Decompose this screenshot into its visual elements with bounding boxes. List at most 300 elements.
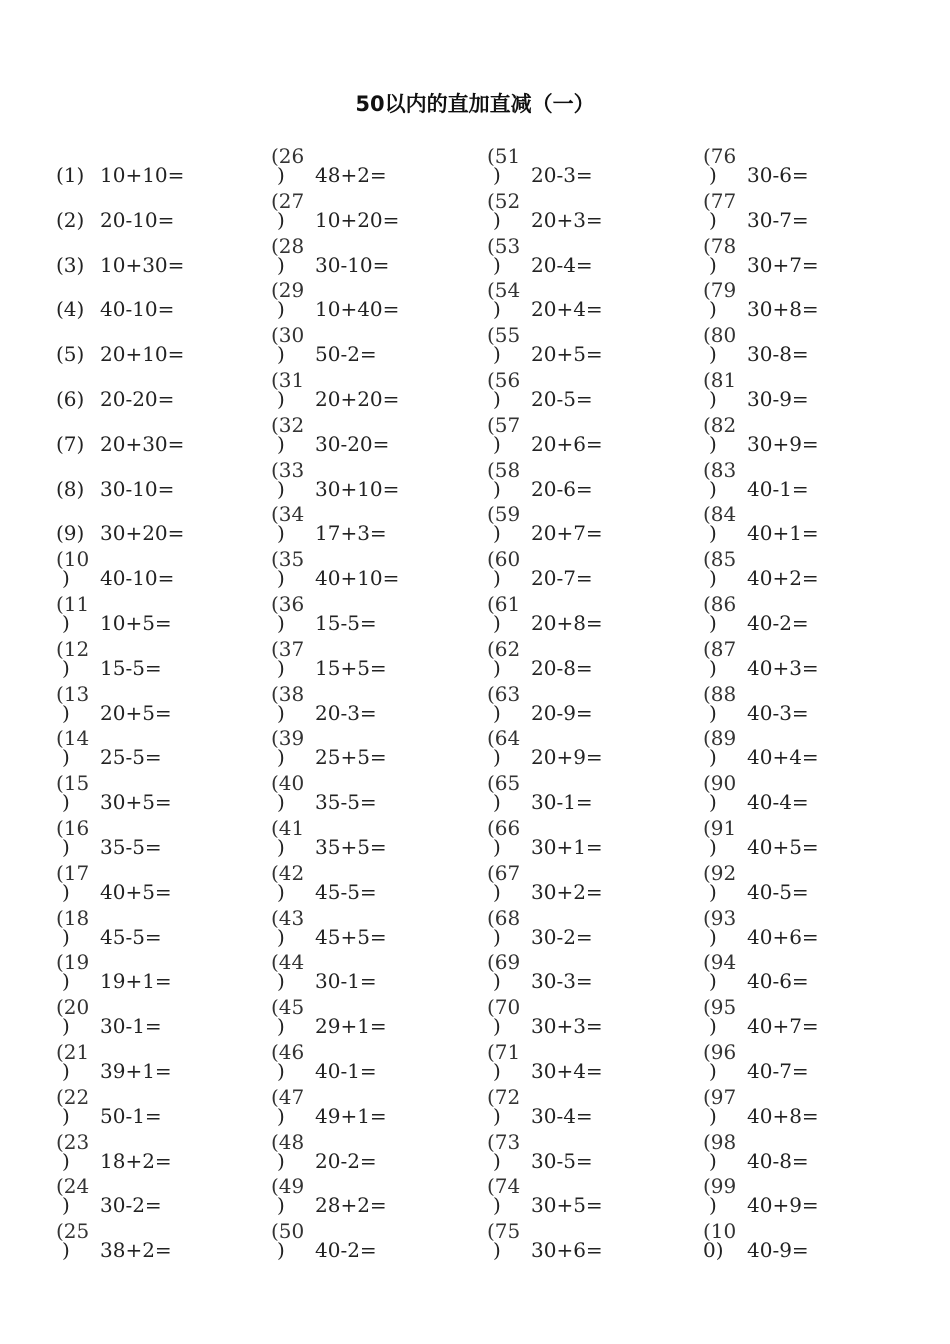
problem-number-wrapped-top: (53	[487, 234, 521, 258]
problem-number-wrapped-top: (58	[487, 458, 521, 482]
problem-item	[703, 188, 903, 232]
problem-expression: 30+7=	[747, 253, 819, 277]
problem-item	[487, 367, 687, 411]
problem-number-wrapped-top: (83	[703, 458, 737, 482]
problem-number-wrapped-bottom: )	[277, 253, 285, 277]
problem-item	[487, 725, 687, 769]
problem-number-wrapped-top: (87	[703, 637, 737, 661]
problem-number: (2)	[56, 208, 85, 232]
problem-number-wrapped-top: (42	[271, 861, 305, 885]
problem-expression: 40+4=	[747, 745, 819, 769]
problem-expression: 49+1=	[315, 1104, 387, 1128]
problem-item	[487, 681, 687, 725]
problem-number-wrapped-bottom: )	[277, 835, 285, 859]
problem-expression: 20+30=	[100, 432, 185, 456]
problem-number-wrapped-top: (13	[56, 682, 90, 706]
problem-number-wrapped-top: (10	[703, 1219, 737, 1243]
problem-item	[271, 143, 471, 187]
problem-expression: 20+8=	[531, 611, 603, 635]
problem-item	[271, 546, 471, 590]
problem-expression: 40+6=	[747, 925, 819, 949]
problem-number-wrapped-top: (17	[56, 861, 90, 885]
problem-number-wrapped-bottom: )	[709, 1193, 717, 1217]
problem-item	[703, 860, 903, 904]
problem-expression: 20-8=	[531, 656, 593, 680]
problem-expression: 40+3=	[747, 656, 819, 680]
problem-expression: 40-5=	[747, 880, 809, 904]
problem-number-wrapped-top: (68	[487, 906, 521, 930]
problem-number-wrapped-top: (98	[703, 1130, 737, 1154]
problem-expression: 35-5=	[100, 835, 162, 859]
problem-number-wrapped-bottom: )	[277, 1104, 285, 1128]
problem-item	[703, 233, 903, 277]
problem-item	[56, 546, 256, 590]
problem-item	[487, 636, 687, 680]
problem-number-wrapped-bottom: )	[62, 1238, 70, 1262]
problem-expression: 30-7=	[747, 208, 809, 232]
problem-expression: 10+10=	[100, 163, 185, 187]
problem-number-wrapped-top: (12	[56, 637, 90, 661]
problem-number-wrapped-top: (79	[703, 278, 737, 302]
problem-number-wrapped-top: (22	[56, 1085, 90, 1109]
problem-number-wrapped-bottom: )	[62, 1014, 70, 1038]
problem-expression: 48+2=	[315, 163, 387, 187]
problem-number-wrapped-top: (72	[487, 1085, 521, 1109]
problem-item	[271, 457, 471, 501]
problem-number-wrapped-top: (29	[271, 278, 305, 302]
problem-expression: 50-2=	[315, 342, 377, 366]
problem-number-wrapped-bottom: )	[709, 790, 717, 814]
problem-expression: 20+3=	[531, 208, 603, 232]
problem-item	[703, 546, 903, 590]
problem-item	[703, 322, 903, 366]
problem-expression: 45+5=	[315, 925, 387, 949]
problem-number-wrapped-bottom: )	[493, 925, 501, 949]
problem-number-wrapped-top: (61	[487, 592, 521, 616]
problem-expression: 20-2=	[315, 1149, 377, 1173]
problem-item	[703, 367, 903, 411]
problem-expression: 18+2=	[100, 1149, 172, 1173]
problem-expression: 20+9=	[531, 745, 603, 769]
problem-item	[56, 681, 256, 725]
problem-number-wrapped-bottom: )	[277, 342, 285, 366]
problem-number-wrapped-bottom: )	[709, 253, 717, 277]
problem-number-wrapped-top: (46	[271, 1040, 305, 1064]
problem-item	[271, 188, 471, 232]
problem-number-wrapped-top: (52	[487, 189, 521, 213]
problem-expression: 45-5=	[100, 925, 162, 949]
problem-item	[271, 1173, 471, 1217]
problem-number-wrapped-top: (32	[271, 413, 305, 437]
problem-expression: 30+2=	[531, 880, 603, 904]
problem-expression: 40-2=	[315, 1238, 377, 1262]
problem-item	[56, 905, 256, 949]
problem-number-wrapped-top: (80	[703, 323, 737, 347]
problem-item	[56, 725, 256, 769]
problem-item	[56, 188, 256, 232]
problem-item	[487, 277, 687, 321]
problem-number-wrapped-top: (60	[487, 547, 521, 571]
problem-expression: 20-6=	[531, 477, 593, 501]
problem-number-wrapped-top: (59	[487, 502, 521, 526]
problem-expression: 40-10=	[100, 297, 175, 321]
problem-item	[703, 905, 903, 949]
problem-item	[271, 905, 471, 949]
problem-number: (5)	[56, 342, 85, 366]
problem-number-wrapped-bottom: )	[493, 969, 501, 993]
problem-number-wrapped-bottom: )	[277, 880, 285, 904]
problem-number-wrapped-bottom: )	[493, 1149, 501, 1173]
problem-expression: 20+5=	[100, 701, 172, 725]
problem-number-wrapped-bottom: )	[493, 1014, 501, 1038]
problem-item	[271, 322, 471, 366]
problem-number-wrapped-top: (89	[703, 726, 737, 750]
problem-number-wrapped-bottom: )	[277, 969, 285, 993]
problem-number-wrapped-bottom: )	[493, 1059, 501, 1083]
problem-number: (6)	[56, 387, 85, 411]
problem-expression: 39+1=	[100, 1059, 172, 1083]
problem-number-wrapped-top: (65	[487, 771, 521, 795]
problem-expression: 20-5=	[531, 387, 593, 411]
problem-number-wrapped-bottom: )	[493, 1193, 501, 1217]
problem-number-wrapped-top: (48	[271, 1130, 305, 1154]
problem-item	[487, 188, 687, 232]
problem-item	[271, 501, 471, 545]
problem-expression: 40+5=	[747, 835, 819, 859]
problem-number-wrapped-top: (10	[56, 547, 90, 571]
problem-item	[271, 1039, 471, 1083]
problem-number-wrapped-top: (34	[271, 502, 305, 526]
problem-number-wrapped-bottom: )	[709, 656, 717, 680]
problem-expression: 40-8=	[747, 1149, 809, 1173]
problem-expression: 20+6=	[531, 432, 603, 456]
problem-item	[56, 457, 256, 501]
problem-item	[271, 994, 471, 1038]
problem-number-wrapped-top: (76	[703, 144, 737, 168]
problem-item	[271, 277, 471, 321]
problem-expression: 20+5=	[531, 342, 603, 366]
problem-number-wrapped-bottom: )	[62, 790, 70, 814]
problem-expression: 15-5=	[100, 656, 162, 680]
problem-item	[487, 815, 687, 859]
problem-number-wrapped-bottom: )	[277, 566, 285, 590]
problem-number-wrapped-bottom: )	[709, 387, 717, 411]
problem-expression: 30+3=	[531, 1014, 603, 1038]
problem-number-wrapped-bottom: )	[493, 835, 501, 859]
problem-expression: 30+20=	[100, 521, 185, 545]
problem-number-wrapped-bottom: )	[493, 566, 501, 590]
problem-expression: 20-7=	[531, 566, 593, 590]
problem-expression: 20+20=	[315, 387, 400, 411]
problem-number-wrapped-top: (69	[487, 950, 521, 974]
problem-expression: 45-5=	[315, 880, 377, 904]
problem-expression: 30-3=	[531, 969, 593, 993]
problem-expression: 50-1=	[100, 1104, 162, 1128]
problem-expression: 40+5=	[100, 880, 172, 904]
problem-number-wrapped-top: (77	[703, 189, 737, 213]
problem-number-wrapped-bottom: )	[62, 566, 70, 590]
problem-number-wrapped-bottom: )	[493, 1104, 501, 1128]
problem-item	[487, 905, 687, 949]
problem-item	[487, 546, 687, 590]
problem-number-wrapped-bottom: )	[277, 1149, 285, 1173]
problem-number-wrapped-bottom: )	[493, 208, 501, 232]
problem-item	[487, 412, 687, 456]
problem-item	[56, 1218, 256, 1262]
problem-expression: 20-9=	[531, 701, 593, 725]
problem-number-wrapped-bottom: )	[493, 656, 501, 680]
problem-expression: 30+1=	[531, 835, 603, 859]
problem-number-wrapped-top: (36	[271, 592, 305, 616]
problem-expression: 25+5=	[315, 745, 387, 769]
problem-expression: 30-1=	[531, 790, 593, 814]
problem-number-wrapped-bottom: )	[62, 611, 70, 635]
problem-item	[56, 591, 256, 635]
problem-expression: 10+5=	[100, 611, 172, 635]
problem-number-wrapped-bottom: )	[277, 208, 285, 232]
problem-expression: 35+5=	[315, 835, 387, 859]
problem-number-wrapped-bottom: )	[277, 1014, 285, 1038]
problem-number-wrapped-top: (85	[703, 547, 737, 571]
problem-item	[703, 770, 903, 814]
problem-number-wrapped-bottom: )	[277, 387, 285, 411]
problem-number-wrapped-bottom: )	[709, 745, 717, 769]
problem-number-wrapped-bottom: 0)	[703, 1238, 724, 1262]
problem-number-wrapped-bottom: )	[277, 1059, 285, 1083]
problem-number-wrapped-bottom: )	[277, 432, 285, 456]
problem-number-wrapped-bottom: )	[62, 1104, 70, 1128]
problem-number-wrapped-top: (66	[487, 816, 521, 840]
problem-expression: 10+40=	[315, 297, 400, 321]
problem-number-wrapped-bottom: )	[709, 208, 717, 232]
problem-expression: 40-10=	[100, 566, 175, 590]
problem-number-wrapped-bottom: )	[709, 521, 717, 545]
problem-number-wrapped-top: (27	[271, 189, 305, 213]
problem-number-wrapped-top: (44	[271, 950, 305, 974]
problem-number-wrapped-top: (14	[56, 726, 90, 750]
problem-expression: 30-4=	[531, 1104, 593, 1128]
problem-item	[703, 143, 903, 187]
problem-expression: 40+10=	[315, 566, 400, 590]
problem-number-wrapped-top: (57	[487, 413, 521, 437]
problem-number-wrapped-bottom: )	[277, 163, 285, 187]
problem-item	[703, 1039, 903, 1083]
problem-item	[271, 725, 471, 769]
problem-item	[487, 1039, 687, 1083]
problem-item	[703, 412, 903, 456]
problem-item	[271, 591, 471, 635]
problem-number-wrapped-top: (96	[703, 1040, 737, 1064]
problem-item	[56, 143, 256, 187]
problem-number-wrapped-top: (35	[271, 547, 305, 571]
problem-number-wrapped-top: (23	[56, 1130, 90, 1154]
problem-item	[487, 1218, 687, 1262]
problem-item	[487, 1173, 687, 1217]
problem-expression: 25-5=	[100, 745, 162, 769]
problem-number-wrapped-bottom: )	[493, 163, 501, 187]
problem-item	[703, 457, 903, 501]
problem-item	[271, 636, 471, 680]
problem-expression: 40+7=	[747, 1014, 819, 1038]
problem-number-wrapped-bottom: )	[277, 611, 285, 635]
problem-item	[271, 681, 471, 725]
problem-expression: 40-4=	[747, 790, 809, 814]
problem-number-wrapped-top: (73	[487, 1130, 521, 1154]
problem-expression: 40-6=	[747, 969, 809, 993]
problem-expression: 20+4=	[531, 297, 603, 321]
problem-item	[56, 860, 256, 904]
problem-item	[487, 233, 687, 277]
problem-number-wrapped-bottom: )	[277, 701, 285, 725]
problem-item	[703, 994, 903, 1038]
problem-item	[487, 1084, 687, 1128]
problem-number-wrapped-top: (51	[487, 144, 521, 168]
page-title: 50以内的直加直减（一）	[355, 92, 595, 116]
problem-expression: 30-2=	[100, 1193, 162, 1217]
problem-expression: 30+5=	[531, 1193, 603, 1217]
problem-number-wrapped-bottom: )	[277, 1238, 285, 1262]
problem-number-wrapped-bottom: )	[709, 1104, 717, 1128]
problem-expression: 35-5=	[315, 790, 377, 814]
problem-number-wrapped-bottom: )	[493, 477, 501, 501]
problem-number-wrapped-top: (74	[487, 1174, 521, 1198]
problem-number-wrapped-top: (33	[271, 458, 305, 482]
problem-number-wrapped-top: (25	[56, 1219, 90, 1243]
problem-item	[703, 1129, 903, 1173]
problem-item	[56, 770, 256, 814]
problem-item	[487, 501, 687, 545]
problem-expression: 29+1=	[315, 1014, 387, 1038]
problem-item	[703, 501, 903, 545]
problem-item	[56, 1129, 256, 1173]
problem-expression: 19+1=	[100, 969, 172, 993]
problem-item	[56, 412, 256, 456]
problem-item	[56, 636, 256, 680]
problem-number-wrapped-bottom: )	[62, 925, 70, 949]
problem-item	[703, 277, 903, 321]
problem-number-wrapped-bottom: )	[493, 342, 501, 366]
problem-number-wrapped-bottom: )	[709, 880, 717, 904]
problem-expression: 40-3=	[747, 701, 809, 725]
problem-number-wrapped-top: (47	[271, 1085, 305, 1109]
problem-expression: 40+1=	[747, 521, 819, 545]
problem-number-wrapped-top: (18	[56, 906, 90, 930]
problem-number-wrapped-top: (70	[487, 995, 521, 1019]
problem-number-wrapped-bottom: )	[709, 342, 717, 366]
problem-expression: 30-10=	[100, 477, 175, 501]
problem-number-wrapped-bottom: )	[62, 701, 70, 725]
problem-expression: 40+8=	[747, 1104, 819, 1128]
problem-number-wrapped-bottom: )	[62, 656, 70, 680]
problem-number-wrapped-bottom: )	[709, 969, 717, 993]
problem-number-wrapped-bottom: )	[277, 477, 285, 501]
problem-expression: 30-2=	[531, 925, 593, 949]
problem-item	[487, 994, 687, 1038]
problem-expression: 17+3=	[315, 521, 387, 545]
problem-number-wrapped-bottom: )	[709, 925, 717, 949]
problem-number-wrapped-bottom: )	[62, 745, 70, 769]
problem-number-wrapped-bottom: )	[493, 611, 501, 635]
problem-item	[487, 1129, 687, 1173]
problem-item	[703, 1218, 903, 1262]
problem-expression: 38+2=	[100, 1238, 172, 1262]
problem-item	[703, 1084, 903, 1128]
problem-expression: 30-8=	[747, 342, 809, 366]
problem-number-wrapped-bottom: )	[493, 790, 501, 814]
problem-expression: 10+30=	[100, 253, 185, 277]
problem-number-wrapped-top: (62	[487, 637, 521, 661]
problem-number-wrapped-top: (16	[56, 816, 90, 840]
problem-number-wrapped-bottom: )	[493, 1238, 501, 1262]
problem-expression: 20-3=	[531, 163, 593, 187]
problem-item	[487, 591, 687, 635]
problem-number-wrapped-top: (75	[487, 1219, 521, 1243]
problem-expression: 20-10=	[100, 208, 175, 232]
problem-number-wrapped-top: (19	[56, 950, 90, 974]
problem-number: (7)	[56, 432, 85, 456]
problem-number-wrapped-top: (41	[271, 816, 305, 840]
problem-expression: 15+5=	[315, 656, 387, 680]
problem-item	[271, 367, 471, 411]
problem-item	[271, 949, 471, 993]
problem-expression: 40-2=	[747, 611, 809, 635]
problem-number-wrapped-top: (78	[703, 234, 737, 258]
problem-number-wrapped-bottom: )	[709, 566, 717, 590]
problem-item	[703, 591, 903, 635]
problem-number-wrapped-top: (86	[703, 592, 737, 616]
problem-number-wrapped-bottom: )	[62, 880, 70, 904]
problem-item	[56, 815, 256, 859]
problem-item	[271, 1218, 471, 1262]
problem-number-wrapped-top: (26	[271, 144, 305, 168]
problem-number-wrapped-bottom: )	[277, 1193, 285, 1217]
problem-number-wrapped-bottom: )	[709, 432, 717, 456]
problem-number-wrapped-bottom: )	[709, 163, 717, 187]
problem-item	[56, 949, 256, 993]
problem-number-wrapped-top: (45	[271, 995, 305, 1019]
problem-number-wrapped-top: (31	[271, 368, 305, 392]
problem-number-wrapped-top: (97	[703, 1085, 737, 1109]
problem-number-wrapped-top: (88	[703, 682, 737, 706]
problem-number-wrapped-bottom: )	[493, 701, 501, 725]
problem-number-wrapped-bottom: )	[62, 1149, 70, 1173]
problem-item	[271, 412, 471, 456]
problem-expression: 40+9=	[747, 1193, 819, 1217]
problem-number-wrapped-top: (93	[703, 906, 737, 930]
problem-expression: 20-20=	[100, 387, 175, 411]
problem-number-wrapped-top: (50	[271, 1219, 305, 1243]
problem-number-wrapped-bottom: )	[493, 297, 501, 321]
problem-item	[56, 367, 256, 411]
problem-item	[487, 322, 687, 366]
problem-number-wrapped-top: (55	[487, 323, 521, 347]
problem-number-wrapped-top: (67	[487, 861, 521, 885]
problem-item	[56, 322, 256, 366]
problem-item	[56, 1039, 256, 1083]
problem-number-wrapped-bottom: )	[277, 925, 285, 949]
problem-number-wrapped-top: (28	[271, 234, 305, 258]
problem-expression: 20+7=	[531, 521, 603, 545]
problem-expression: 40-1=	[747, 477, 809, 501]
problem-number-wrapped-top: (38	[271, 682, 305, 706]
problem-number-wrapped-bottom: )	[709, 1014, 717, 1038]
problem-expression: 30-1=	[315, 969, 377, 993]
problem-number-wrapped-top: (21	[56, 1040, 90, 1064]
problem-number: (3)	[56, 253, 85, 277]
problem-item	[271, 860, 471, 904]
problem-expression: 30+5=	[100, 790, 172, 814]
problem-number-wrapped-bottom: )	[277, 745, 285, 769]
